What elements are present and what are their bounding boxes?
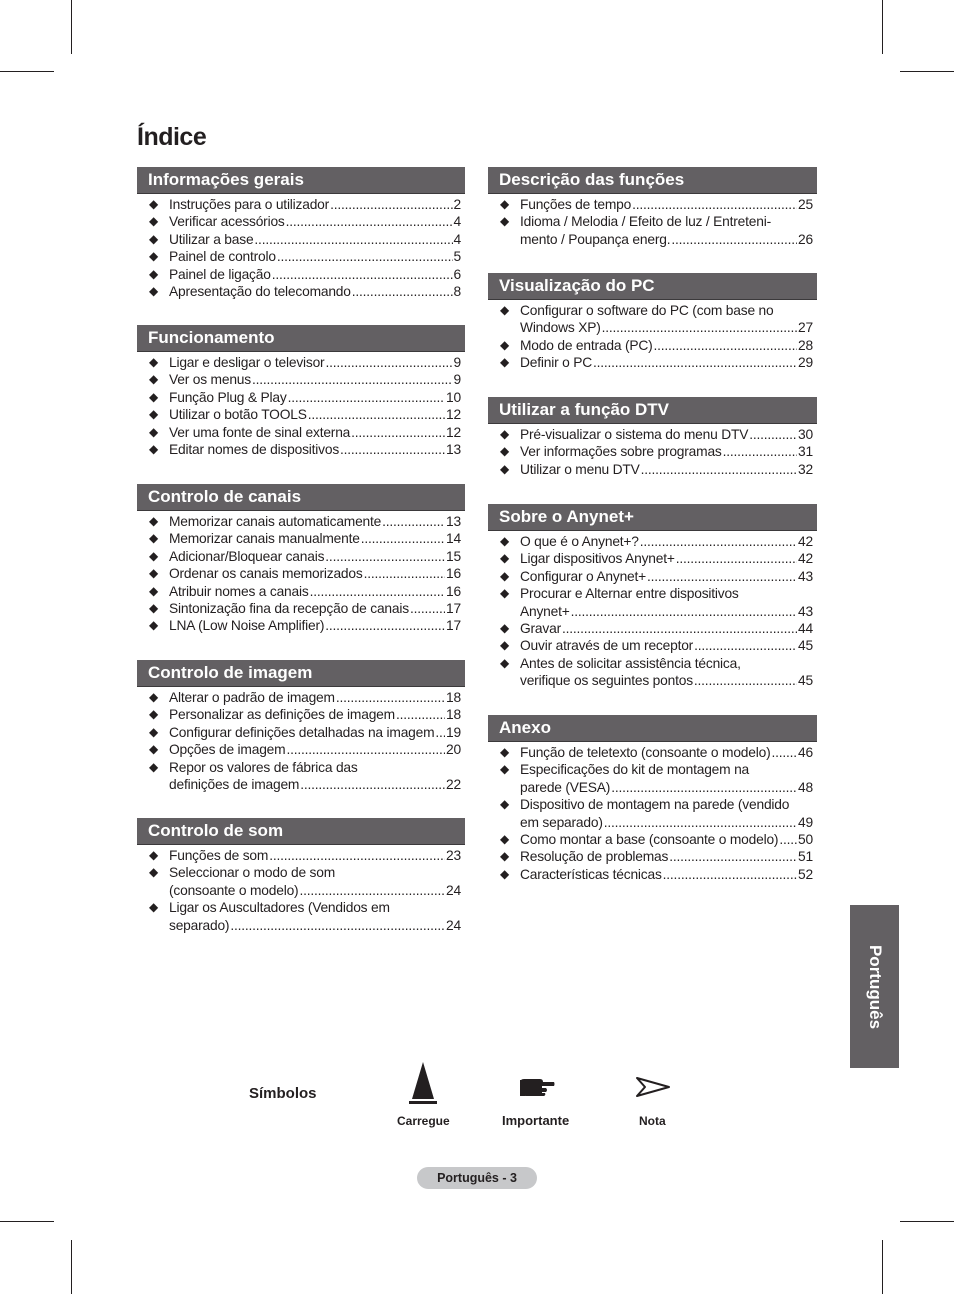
toc-page-number: 45 xyxy=(798,673,813,689)
toc-entry-title: Windows XP) xyxy=(520,320,601,336)
toc-page-number: 8 xyxy=(453,284,461,300)
diamond-bullet-icon: ◆ xyxy=(500,337,510,352)
toc-section xyxy=(137,484,465,635)
crop-mark xyxy=(882,1240,883,1294)
toc-page-number: 18 xyxy=(446,690,461,705)
toc-page-number: 45 xyxy=(798,638,813,654)
diamond-bullet-icon: ◆ xyxy=(149,865,159,880)
toc-entry-title: Atribuir nomes a canais xyxy=(169,583,309,599)
diamond-bullet-icon: ◆ xyxy=(500,427,510,441)
dot-leader xyxy=(723,443,797,460)
dot-leader xyxy=(269,847,445,864)
dot-leader xyxy=(593,354,797,371)
toc-entry[interactable] xyxy=(488,655,817,690)
toc-entry[interactable] xyxy=(137,441,465,458)
toc-page-number: 22 xyxy=(446,777,461,793)
toc-entry[interactable] xyxy=(488,550,817,567)
toc-list xyxy=(137,845,465,934)
toc-entry[interactable] xyxy=(488,848,817,865)
diamond-bullet-icon: ◆ xyxy=(500,586,510,601)
crop-mark xyxy=(0,71,54,72)
language-side-tab xyxy=(850,905,899,1068)
dot-leader xyxy=(277,248,453,265)
toc-entry[interactable] xyxy=(137,213,465,230)
diamond-bullet-icon: ◆ xyxy=(500,866,510,881)
dot-leader xyxy=(641,461,797,478)
dot-leader xyxy=(779,831,797,848)
diamond-bullet-icon: ◆ xyxy=(149,389,159,404)
toc-page-number: 12 xyxy=(446,424,461,440)
toc-entry[interactable] xyxy=(488,213,817,248)
section-header: Sobre o Anynet+ xyxy=(488,504,817,531)
crop-mark xyxy=(882,0,883,54)
toc-page-number: 25 xyxy=(798,197,813,212)
dot-leader xyxy=(352,283,453,300)
diamond-bullet-icon: ◆ xyxy=(500,214,510,229)
toc-page-number: 4 xyxy=(453,231,461,247)
toc-entry-title: Apresentação do telecomando xyxy=(169,284,351,300)
diamond-bullet-icon: ◆ xyxy=(149,531,159,546)
toc-entry[interactable] xyxy=(488,761,817,796)
section-header: Funcionamento xyxy=(137,325,465,352)
toc-list xyxy=(488,531,817,690)
toc-entry[interactable] xyxy=(137,899,465,934)
toc-entry[interactable] xyxy=(137,248,465,265)
toc-entry-line: Idioma / Melodia / Efeito de luz / Entreteni- xyxy=(520,214,771,230)
dot-leader xyxy=(300,776,445,793)
toc-entry[interactable] xyxy=(488,196,817,213)
crop-mark xyxy=(900,71,954,72)
toc-page-number: 24 xyxy=(446,917,461,933)
toc-page-number: 6 xyxy=(453,266,461,282)
diamond-bullet-icon: ◆ xyxy=(149,355,159,369)
diamond-bullet-icon: ◆ xyxy=(500,832,510,847)
dot-leader xyxy=(336,689,445,706)
page-title: Índice xyxy=(137,123,207,151)
toc-entry[interactable] xyxy=(137,617,465,634)
dot-leader xyxy=(640,533,797,550)
toc-entry[interactable] xyxy=(137,759,465,794)
toc-entry[interactable] xyxy=(137,231,465,248)
dot-leader xyxy=(361,530,445,547)
toc-entry-title: LNA (Low Noise Amplifier) xyxy=(169,618,325,634)
dot-leader xyxy=(340,441,445,458)
toc-section xyxy=(488,715,817,883)
toc-entry-title: Painel de controlo xyxy=(169,249,276,265)
toc-entry-title: Instruções para o utilizador xyxy=(169,197,330,212)
diamond-bullet-icon: ◆ xyxy=(149,566,159,581)
diamond-bullet-icon: ◆ xyxy=(149,690,159,704)
dot-leader xyxy=(694,637,797,654)
diamond-bullet-icon: ◆ xyxy=(149,372,159,387)
toc-list xyxy=(137,194,465,300)
toc-entry-title: Ver informações sobre programas xyxy=(520,444,722,460)
toc-section xyxy=(488,167,817,248)
diamond-bullet-icon: ◆ xyxy=(500,568,510,583)
toc-entry-line: Especificações do kit de montagem na xyxy=(520,762,750,778)
toc-page-number: 24 xyxy=(446,882,461,898)
toc-entry-title: Funções de tempo xyxy=(520,197,632,212)
toc-page-number: 43 xyxy=(798,603,813,619)
diamond-bullet-icon: ◆ xyxy=(500,355,510,370)
diamond-bullet-icon: ◆ xyxy=(500,849,510,864)
diamond-bullet-icon: ◆ xyxy=(149,583,159,598)
toc-entry[interactable] xyxy=(488,443,817,460)
toc-entry[interactable] xyxy=(137,406,465,423)
diamond-bullet-icon: ◆ xyxy=(149,601,159,616)
toc-page-number: 27 xyxy=(798,320,813,336)
toc-entry[interactable] xyxy=(137,354,465,371)
toc-page-number: 49 xyxy=(798,814,813,830)
toc-page-number: 13 xyxy=(446,514,461,529)
toc-list xyxy=(488,300,817,372)
toc-list xyxy=(488,424,817,478)
toc-entry-title: Funções de som xyxy=(169,848,269,863)
toc-entry-title: definições de imagem xyxy=(169,777,300,793)
toc-entry-title: Opções de imagem xyxy=(169,742,286,758)
toc-entry-title: Ordenar os canais memorizados xyxy=(169,566,363,582)
toc-entry-title: Anynet+ xyxy=(520,603,570,619)
dot-leader xyxy=(286,213,453,230)
dot-leader xyxy=(325,548,445,565)
toc-entry[interactable] xyxy=(488,796,817,831)
toc-entry[interactable] xyxy=(137,724,465,741)
dot-leader xyxy=(286,741,445,758)
dot-leader xyxy=(330,196,452,213)
diamond-bullet-icon: ◆ xyxy=(500,621,510,636)
toc-entry[interactable] xyxy=(488,620,817,637)
toc-entry-title: Gravar xyxy=(520,621,561,637)
toc-entry-title: Editar nomes de dispositivos xyxy=(169,442,340,458)
toc-page-number: 5 xyxy=(453,249,461,265)
dot-leader xyxy=(669,848,797,865)
toc-entry[interactable] xyxy=(137,389,465,406)
section-header: Visualização do PC xyxy=(488,273,817,300)
dot-leader xyxy=(571,603,797,620)
toc-entry[interactable] xyxy=(137,689,465,706)
toc-entry-title: Alterar o padrão de imagem xyxy=(169,690,335,705)
symbol-caption-carregue: Carregue xyxy=(397,1114,450,1128)
toc-entry-line: Antes de solicitar assistência técnica, xyxy=(520,655,741,671)
dot-leader xyxy=(308,406,445,423)
dot-leader xyxy=(654,337,798,354)
toc-entry[interactable] xyxy=(488,866,817,883)
dot-leader xyxy=(299,882,445,899)
toc-page-number: 2 xyxy=(453,197,461,212)
toc-page-number: 10 xyxy=(446,389,461,405)
toc-entry-title: Ligar dispositivos Anynet+ xyxy=(520,551,675,567)
toc-page-number: 9 xyxy=(453,355,461,370)
dot-leader xyxy=(252,371,453,388)
toc-entry-title: Ouvir através de um receptor xyxy=(520,638,694,654)
toc-list xyxy=(137,687,465,793)
diamond-bullet-icon: ◆ xyxy=(149,848,159,862)
toc-entry[interactable] xyxy=(137,196,465,213)
section-header: Controlo de imagem xyxy=(137,660,465,687)
toc-page-number: 16 xyxy=(446,583,461,599)
dot-leader xyxy=(382,513,445,530)
toc-entry-title: Definir o PC xyxy=(520,355,592,371)
toc-entry[interactable] xyxy=(488,533,817,550)
symbol-caption-nota: Nota xyxy=(639,1114,666,1128)
toc-entry[interactable] xyxy=(488,585,817,620)
toc-entry-title: Painel de ligação xyxy=(169,266,271,282)
diamond-bullet-icon: ◆ xyxy=(500,551,510,566)
toc-entry-title: Personalizar as definições de imagem xyxy=(169,707,395,723)
diamond-bullet-icon: ◆ xyxy=(149,266,159,281)
toc-list xyxy=(488,742,817,883)
diamond-bullet-icon: ◆ xyxy=(149,707,159,722)
toc-page-number: 44 xyxy=(798,621,813,637)
toc-entry[interactable] xyxy=(137,424,465,441)
toc-section xyxy=(488,273,817,372)
section-header: Controlo de canais xyxy=(137,484,465,511)
diamond-bullet-icon: ◆ xyxy=(149,618,159,633)
toc-entry-title: Verificar acessórios xyxy=(169,214,285,230)
toc-entry-title: Memorizar canais manualmente xyxy=(169,531,360,547)
dot-leader xyxy=(647,568,797,585)
toc-page-number: 46 xyxy=(798,745,813,760)
arrow-note-icon xyxy=(635,1076,671,1098)
toc-page-number: 23 xyxy=(446,848,461,863)
toc-page-number: 42 xyxy=(798,551,813,567)
toc-entry-line: Configurar o software do PC (com base no xyxy=(520,303,774,318)
toc-entry[interactable] xyxy=(488,831,817,848)
toc-entry[interactable] xyxy=(137,565,465,582)
dot-leader xyxy=(410,600,445,617)
diamond-bullet-icon: ◆ xyxy=(149,197,159,211)
dot-leader xyxy=(272,266,453,283)
press-icon xyxy=(408,1061,438,1107)
diamond-bullet-icon: ◆ xyxy=(500,461,510,476)
pointing-hand-icon xyxy=(518,1076,556,1098)
footer-page-number: Português - 3 xyxy=(417,1167,537,1189)
diamond-bullet-icon: ◆ xyxy=(500,655,510,670)
toc-entry[interactable] xyxy=(137,513,465,530)
toc-page-number: 12 xyxy=(446,407,461,423)
toc-entry-title: O que é o Anynet+? xyxy=(520,534,639,549)
toc-entry-title: Sintonização fina da recepção de canais xyxy=(169,601,409,617)
toc-entry-title: Utilizar o botão TOOLS xyxy=(169,407,307,423)
symbols-label: Símbolos xyxy=(249,1085,317,1102)
toc-entry-title: Adicionar/Bloquear canais xyxy=(169,548,325,564)
toc-page-number: 51 xyxy=(798,849,813,865)
dot-leader xyxy=(254,231,452,248)
dot-leader xyxy=(396,706,445,723)
diamond-bullet-icon: ◆ xyxy=(500,762,510,777)
dot-leader xyxy=(676,550,797,567)
toc-entry[interactable] xyxy=(488,637,817,654)
toc-entry-title: Função de teletexto (consoante o modelo) xyxy=(520,745,771,760)
dot-leader xyxy=(604,814,797,831)
toc-entry[interactable] xyxy=(137,583,465,600)
diamond-bullet-icon: ◆ xyxy=(149,742,159,757)
toc-entry-title: Como montar a base (consoante o modelo) xyxy=(520,832,779,848)
dot-leader xyxy=(632,196,797,213)
toc-entry[interactable] xyxy=(137,530,465,547)
toc-list xyxy=(488,194,817,248)
language-side-tab-label: Português xyxy=(865,944,885,1029)
toc-entry-title: Características técnicas xyxy=(520,866,662,882)
toc-entry-title: Configurar o Anynet+ xyxy=(520,568,647,584)
crop-mark xyxy=(71,1240,72,1294)
toc-page-number: 43 xyxy=(798,568,813,584)
toc-entry-title: Memorizar canais automaticamente xyxy=(169,514,382,529)
diamond-bullet-icon: ◆ xyxy=(149,231,159,246)
section-header: Anexo xyxy=(488,715,817,742)
diamond-bullet-icon: ◆ xyxy=(149,424,159,439)
toc-page-number: 52 xyxy=(798,866,813,882)
toc-page-number: 42 xyxy=(798,534,813,549)
toc-entry-title: Ligar e desligar o televisor xyxy=(169,355,325,370)
toc-entry[interactable] xyxy=(488,568,817,585)
toc-entry[interactable] xyxy=(137,266,465,283)
toc-entry[interactable] xyxy=(137,283,465,300)
toc-page-number: 18 xyxy=(446,707,461,723)
toc-entry[interactable] xyxy=(488,744,817,761)
toc-entry-title: mento / Poupança energ. xyxy=(520,231,671,247)
diamond-bullet-icon: ◆ xyxy=(500,745,510,759)
toc-page-number: 16 xyxy=(446,566,461,582)
toc-page-number: 13 xyxy=(446,442,461,458)
diamond-bullet-icon: ◆ xyxy=(149,249,159,264)
toc-entry[interactable] xyxy=(488,461,817,478)
dot-leader xyxy=(663,866,797,883)
toc-section xyxy=(137,818,465,934)
section-header: Controlo de som xyxy=(137,818,465,845)
diamond-bullet-icon: ◆ xyxy=(500,797,510,812)
toc-entry-title: Utilizar a base xyxy=(169,231,254,247)
toc-page-number: 9 xyxy=(453,372,461,388)
section-header: Utilizar a função DTV xyxy=(488,397,817,424)
diamond-bullet-icon: ◆ xyxy=(149,548,159,563)
toc-page-number: 14 xyxy=(446,531,461,547)
section-header: Informações gerais xyxy=(137,167,465,194)
dot-leader xyxy=(694,672,797,689)
toc-entry-title: Configurar definições detalhadas na imagem xyxy=(169,724,435,740)
toc-page-number: 29 xyxy=(798,355,813,371)
diamond-bullet-icon: ◆ xyxy=(149,407,159,422)
toc-entry[interactable] xyxy=(137,741,465,758)
dot-leader xyxy=(435,724,445,741)
toc-entry-title: Pré-visualizar o sistema do menu DTV xyxy=(520,427,749,442)
toc-page-number: 31 xyxy=(798,444,813,460)
toc-entry-title: (consoante o modelo) xyxy=(169,882,299,898)
crop-mark xyxy=(0,1221,54,1222)
toc-entry-title: Utilizar o menu DTV xyxy=(520,461,640,477)
diamond-bullet-icon: ◆ xyxy=(500,444,510,459)
toc-entry[interactable] xyxy=(137,864,465,899)
toc-page-number: 17 xyxy=(446,601,461,617)
toc-page-number: 50 xyxy=(798,832,813,848)
toc-entry-title: Função Plug & Play xyxy=(169,389,287,405)
toc-section xyxy=(137,167,465,300)
toc-entry-title: Ver os menus xyxy=(169,372,251,388)
diamond-bullet-icon: ◆ xyxy=(149,724,159,739)
diamond-bullet-icon: ◆ xyxy=(500,197,510,211)
toc-entry[interactable] xyxy=(137,847,465,864)
toc-entry-line: Repor os valores de fábrica das xyxy=(169,759,358,775)
toc-entry[interactable] xyxy=(488,337,817,354)
toc-section xyxy=(137,325,465,458)
dot-leader xyxy=(562,620,797,637)
toc-list xyxy=(137,511,465,635)
toc-entry[interactable] xyxy=(137,548,465,565)
dot-leader xyxy=(325,617,445,634)
dot-leader xyxy=(310,583,445,600)
toc-entry-title: verifique os seguintes pontos xyxy=(520,673,693,689)
toc-section xyxy=(488,504,817,690)
dot-leader xyxy=(364,565,445,582)
toc-page-number: 4 xyxy=(453,214,461,230)
toc-entry-line: Ligar os Auscultadores (Vendidos em xyxy=(169,900,390,916)
toc-page-number: 15 xyxy=(446,548,461,564)
toc-section xyxy=(488,397,817,478)
dot-leader xyxy=(288,389,445,406)
toc-entry[interactable] xyxy=(488,302,817,337)
toc-entry[interactable] xyxy=(488,354,817,371)
symbol-caption-importante: Importante xyxy=(502,1113,570,1128)
toc-page-number: 28 xyxy=(798,337,813,353)
diamond-bullet-icon: ◆ xyxy=(149,759,159,774)
toc-entry-line: Procurar e Alternar entre dispositivos xyxy=(520,586,739,602)
dot-leader xyxy=(230,917,445,934)
toc-entry-title: separado) xyxy=(169,917,230,933)
toc-entry-title: em separado) xyxy=(520,814,603,830)
diamond-bullet-icon: ◆ xyxy=(500,638,510,653)
toc-page-number: 19 xyxy=(446,724,461,740)
toc-entry[interactable] xyxy=(137,706,465,723)
crop-mark xyxy=(71,0,72,54)
toc-entry[interactable] xyxy=(488,426,817,443)
dot-leader xyxy=(325,354,452,371)
dot-leader xyxy=(602,319,797,336)
diamond-bullet-icon: ◆ xyxy=(149,514,159,528)
diamond-bullet-icon: ◆ xyxy=(500,303,510,317)
toc-entry-title: Resolução de problemas xyxy=(520,849,669,865)
toc-entry[interactable] xyxy=(137,371,465,388)
toc-list xyxy=(137,352,465,458)
diamond-bullet-icon: ◆ xyxy=(149,442,159,457)
toc-page-number: 20 xyxy=(446,742,461,758)
section-header: Descrição das funções xyxy=(488,167,817,194)
toc-section xyxy=(137,660,465,793)
dot-leader xyxy=(771,744,797,761)
toc-entry-title: parede (VESA) xyxy=(520,779,611,795)
diamond-bullet-icon: ◆ xyxy=(500,534,510,548)
toc-entry-line: Dispositivo de montagem na parede (vendido xyxy=(520,797,790,813)
toc-entry-line: Seleccionar o modo de som xyxy=(169,865,336,881)
dot-leader xyxy=(671,231,797,248)
diamond-bullet-icon: ◆ xyxy=(149,214,159,229)
toc-page-number: 32 xyxy=(798,461,813,477)
toc-entry-title: Ver uma fonte de sinal externa xyxy=(169,424,351,440)
dot-leader xyxy=(351,424,445,441)
toc-page-number: 30 xyxy=(798,427,813,442)
diamond-bullet-icon: ◆ xyxy=(149,284,159,299)
dot-leader xyxy=(611,779,797,796)
toc-entry[interactable] xyxy=(137,600,465,617)
toc-page-number: 26 xyxy=(798,231,813,247)
dot-leader xyxy=(749,426,797,443)
toc-entry-title: Modo de entrada (PC) xyxy=(520,337,653,353)
toc-page-number: 17 xyxy=(446,618,461,634)
diamond-bullet-icon: ◆ xyxy=(149,900,159,915)
crop-mark xyxy=(900,1221,954,1222)
toc-page-number: 48 xyxy=(798,779,813,795)
